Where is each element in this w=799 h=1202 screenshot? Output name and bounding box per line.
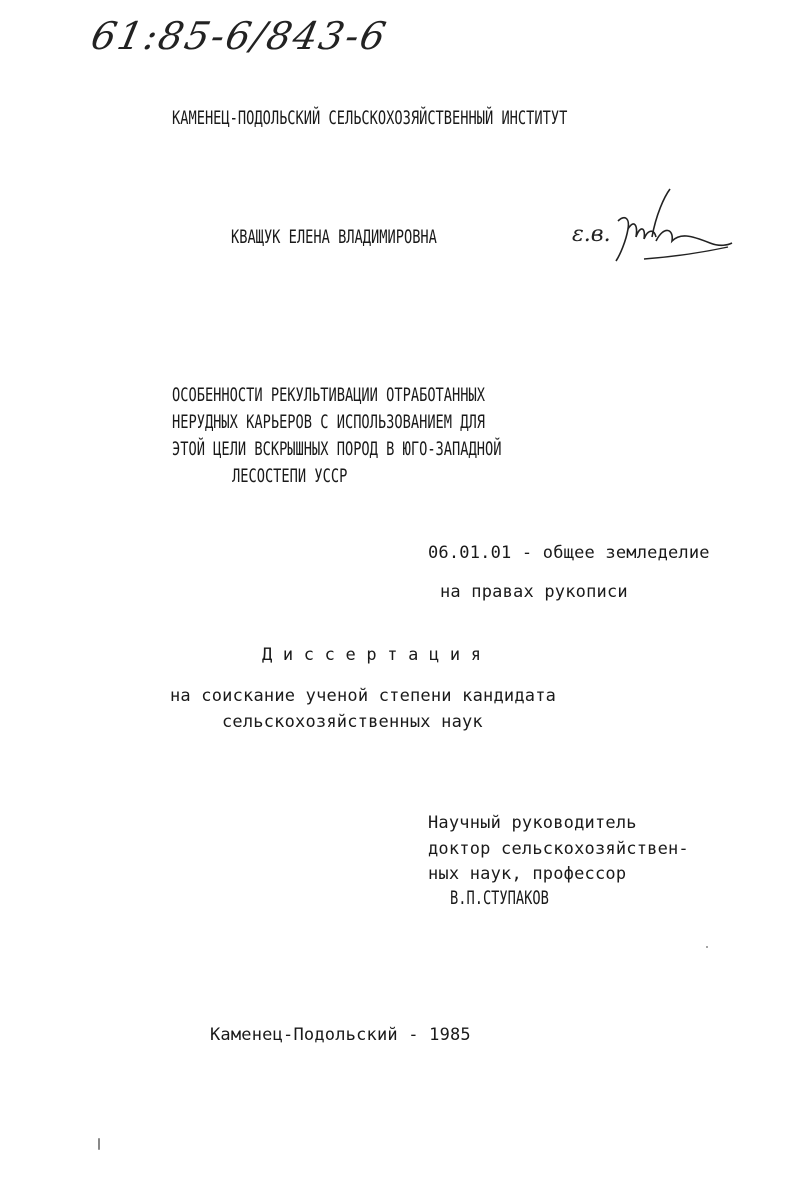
institute-name: КАМЕНЕЦ-ПОДОЛЬСКИЙ СЕЛЬСКОХОЗЯЙСТВЕННЫЙ ИНСТИТУТ (172, 107, 568, 129)
supervisor-line-1: Научный руководитель (428, 813, 637, 833)
inventory-number: 61:85-6/843-6 (87, 14, 392, 58)
title-line-4: ЛЕСОСТЕПИ УССР (232, 465, 348, 487)
svg-text:ε.в.: ε.в. (572, 222, 611, 247)
manuscript-note: на правах рукописи (440, 582, 628, 602)
document-type: Д и с с е р т а ц и я (262, 645, 482, 665)
supervisor-line-2: доктор сельскохозяйствен- (428, 839, 689, 859)
signature-drawing (560, 185, 740, 265)
specialty-code: 06.01.01 - общее земледелие (428, 543, 710, 563)
degree-line-1: на соискание ученой степени кандидата (170, 686, 557, 706)
title-line-2: НЕРУДНЫХ КАРЬЕРОВ С ИСПОЛЬЗОВАНИЕМ ДЛЯ (172, 411, 485, 433)
title-line-1: ОСОБЕННОСТИ РЕКУЛЬТИВАЦИИ ОТРАБОТАННЫХ (172, 384, 485, 406)
scan-speck (706, 946, 708, 948)
title-line-3: ЭТОЙ ЦЕЛИ ВСКРЫШНЫХ ПОРОД В ЮГО-ЗАПАДНОЙ (172, 438, 502, 460)
supervisor-name: В.П.СТУПАКОВ (450, 887, 549, 909)
city-year: Каменец-Подольский - 1985 (210, 1025, 471, 1045)
author-signature (560, 185, 740, 265)
author-name: КВАЩУК ЕЛЕНА ВЛАДИМИРОВНА (231, 226, 437, 248)
scan-speck (98, 1138, 100, 1150)
supervisor-line-3: ных наук, профессор (428, 864, 627, 884)
degree-line-2: сельскохозяйственных наук (222, 712, 483, 732)
